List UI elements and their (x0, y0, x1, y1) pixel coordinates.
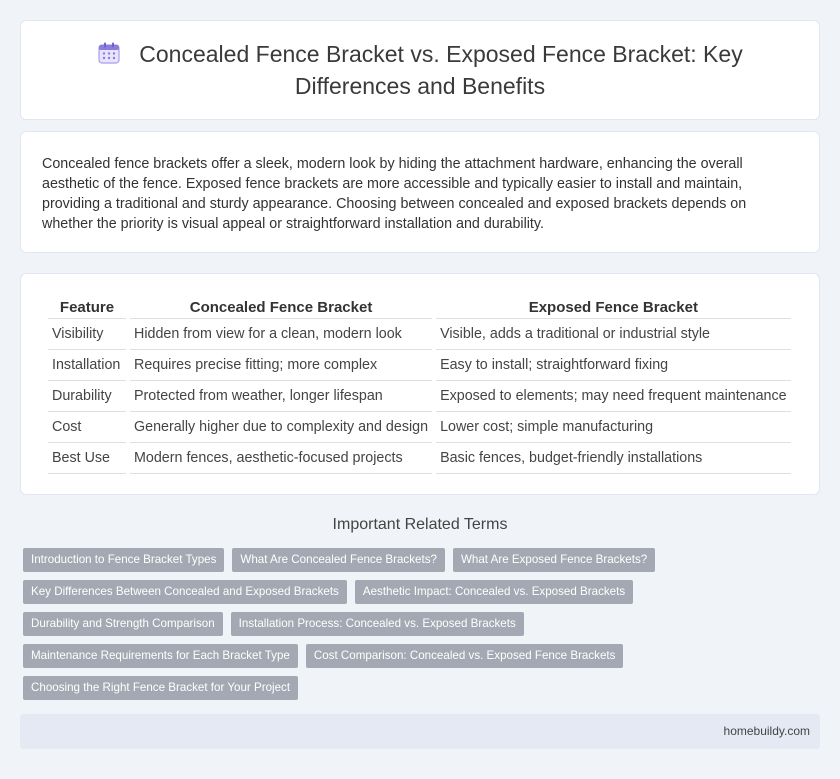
cell-feature: Cost (48, 412, 128, 443)
tag-row (23, 676, 823, 700)
cell-concealed: Requires precise fitting; more complex (128, 350, 434, 381)
tag-row (23, 580, 823, 604)
header-concealed: Concealed Fence Bracket (128, 296, 434, 319)
page-title (70, 40, 770, 101)
intro-card (20, 131, 820, 253)
cell-feature: Visibility (48, 319, 128, 350)
related-tag[interactable]: Choosing the Right Fence Bracket for Your Project (23, 676, 298, 700)
tag-row (23, 612, 823, 636)
calendar-icon (97, 41, 121, 72)
intro-text: Concealed fence brackets offer a sleek, modern look by hiding the attachment hardware, enhancing the overall aesthetic of the fence. Exposed fence brackets are more accessible and typically easier to install and maintain, providing a traditional and sturdy appearance. Choosing between concealed and exposed brackets depends on whether the priority is visual appeal or straightforward installation and durability. (42, 156, 747, 232)
tag-row (23, 644, 823, 668)
header-feature: Feature (48, 296, 128, 319)
footer-site-link[interactable]: homebuildy.com (723, 724, 810, 738)
related-tag[interactable]: Key Differences Between Concealed and Exposed Brackets (23, 580, 347, 604)
cell-concealed: Generally higher due to complexity and design (128, 412, 434, 443)
related-tag[interactable]: Introduction to Fence Bracket Types (23, 548, 224, 572)
comparison-card (20, 273, 820, 495)
cell-feature: Installation (48, 350, 128, 381)
header-exposed: Exposed Fence Bracket (434, 296, 791, 319)
related-terms-title: Important Related Terms (332, 516, 508, 533)
cell-concealed: Protected from weather, longer lifespan (128, 381, 434, 412)
title-wrap (70, 40, 770, 101)
cell-feature: Best Use (48, 443, 128, 474)
related-tags (23, 548, 823, 708)
table-row (48, 443, 791, 474)
page-title-text: Concealed Fence Bracket vs. Exposed Fence Bracket: Key Differences and Benefits (139, 40, 743, 99)
cell-feature: Durability (48, 381, 128, 412)
cell-exposed: Basic fences, budget-friendly installations (434, 443, 791, 474)
tag-row (23, 548, 823, 572)
related-tag[interactable]: Durability and Strength Comparison (23, 612, 223, 636)
table-row (48, 350, 791, 381)
comparison-table (48, 296, 791, 474)
footer (20, 714, 820, 749)
cell-exposed: Lower cost; simple manufacturing (434, 412, 791, 443)
related-tag[interactable]: Installation Process: Concealed vs. Exposed Brackets (231, 612, 524, 636)
cell-concealed: Modern fences, aesthetic-focused projects (128, 443, 434, 474)
table-row (48, 412, 791, 443)
header-card (20, 20, 820, 120)
cell-exposed: Easy to install; straightforward fixing (434, 350, 791, 381)
related-tag[interactable]: Aesthetic Impact: Concealed vs. Exposed Brackets (355, 580, 633, 604)
table-row (48, 319, 791, 350)
cell-concealed: Hidden from view for a clean, modern look (128, 319, 434, 350)
cell-exposed: Visible, adds a traditional or industrial style (434, 319, 791, 350)
table-row (48, 381, 791, 412)
related-tag[interactable]: Maintenance Requirements for Each Bracket Type (23, 644, 298, 668)
related-tag[interactable]: Cost Comparison: Concealed vs. Exposed Fence Brackets (306, 644, 624, 668)
related-tag[interactable]: What Are Concealed Fence Brackets? (232, 548, 445, 572)
related-tag[interactable]: What Are Exposed Fence Brackets? (453, 548, 655, 572)
cell-exposed: Exposed to elements; may need frequent maintenance (434, 381, 791, 412)
table-header-row (48, 296, 791, 319)
